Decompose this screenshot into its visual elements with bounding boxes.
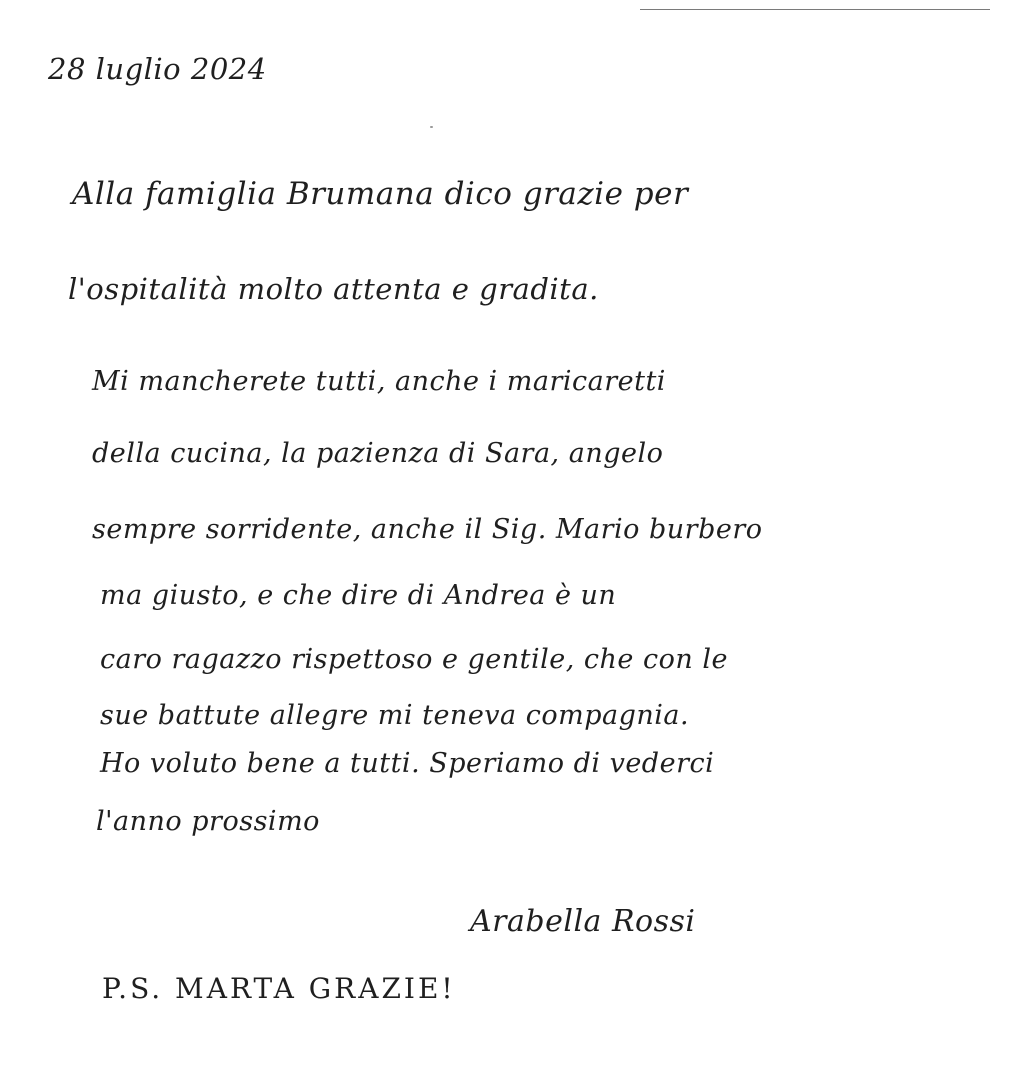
letter-line-8: sue battute allegre mi teneva compagnia. bbox=[100, 700, 690, 731]
letter-line-5: sempre sorridente, anche il Sig. Mario burbero bbox=[92, 514, 763, 545]
letter-line-1: Alla famiglia Brumana dico grazie per bbox=[72, 176, 689, 212]
letter-line-2: l'ospitalità molto attenta e gradita. bbox=[68, 272, 599, 306]
paper-speck bbox=[430, 126, 433, 128]
signature: Arabella Rossi bbox=[470, 904, 696, 939]
top-rule bbox=[640, 9, 990, 10]
letter-line-3: Mi mancherete tutti, anche i maricaretti bbox=[92, 366, 666, 397]
letter-date: 28 luglio 2024 bbox=[48, 52, 267, 86]
postscript: P.S. MARTA GRAZIE! bbox=[102, 972, 456, 1005]
letter-line-6: ma giusto, e che dire di Andrea è un bbox=[100, 580, 617, 611]
letter-line-4: della cucina, la pazienza di Sara, angelo bbox=[92, 438, 664, 469]
letter-line-9: Ho voluto bene a tutti. Speriamo di vederci bbox=[100, 748, 715, 779]
letter-line-10: l'anno prossimo bbox=[96, 806, 320, 837]
letter-line-7: caro ragazzo rispettoso e gentile, che con le bbox=[100, 644, 728, 675]
